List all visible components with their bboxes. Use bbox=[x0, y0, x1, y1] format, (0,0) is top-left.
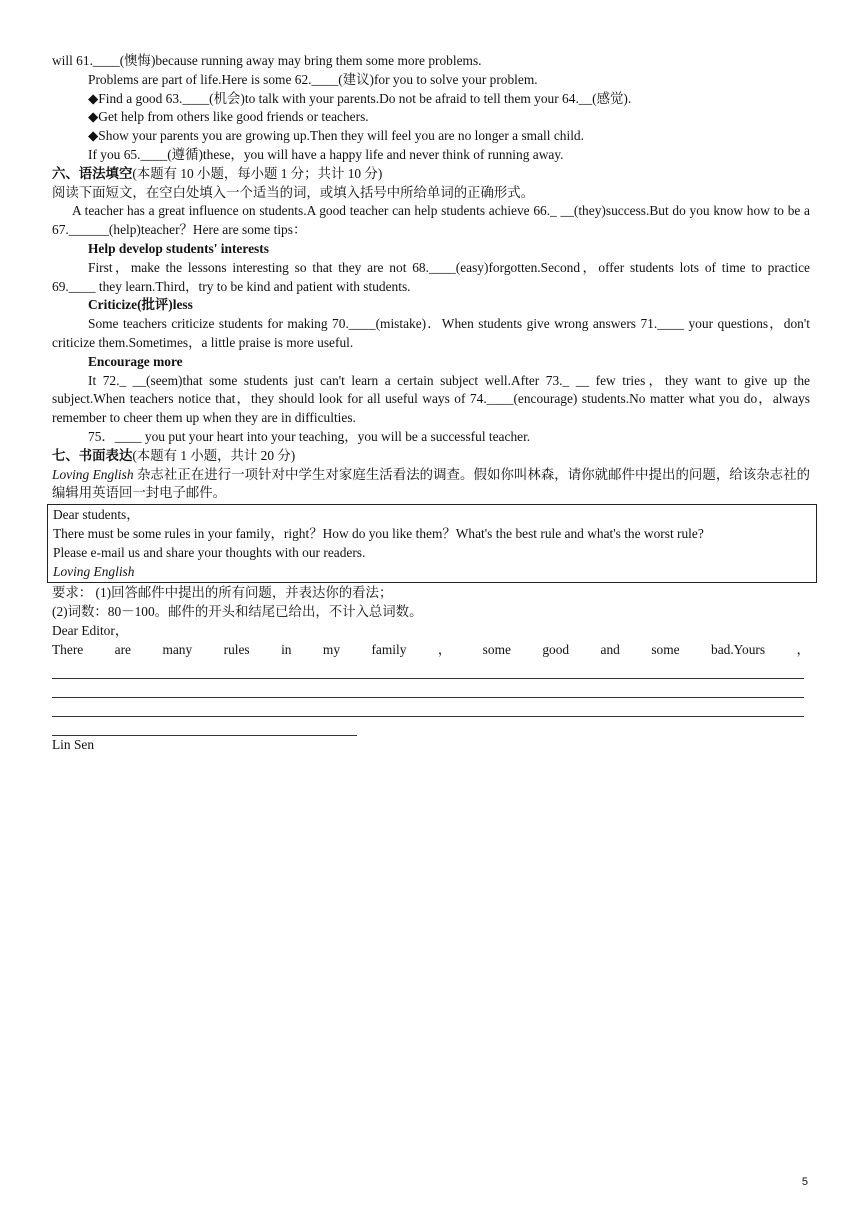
start-word: and bbox=[600, 641, 620, 657]
instruction-text: 杂志社正在进行一项针对中学生对家庭生活看法的调查。假如你叫林森，请你就邮件中提出的问题，给该杂志社的编辑用英语回一封电子邮件。 bbox=[52, 466, 810, 501]
start-word: ， bbox=[437, 641, 452, 657]
section7-header bbox=[52, 447, 810, 466]
start-word: my bbox=[322, 641, 341, 657]
section6-instruction: 阅读下面短文，在空白处填入一个适当的词，或填入括号中所给单词的正确形式。 bbox=[52, 184, 535, 200]
start-word: bad.Yours bbox=[711, 641, 766, 657]
requirement-line: (2)词数：80－100。邮件的开头和结尾已给出，不计入总词数。 bbox=[52, 604, 423, 620]
magazine-name: Loving English bbox=[52, 466, 134, 482]
email-line: Dear students， bbox=[53, 507, 140, 523]
writing-line[interactable] bbox=[52, 717, 357, 736]
section7-instruction bbox=[52, 466, 810, 504]
text-line: will 61.____(懊悔)because running away may bring them some more problems. bbox=[52, 53, 482, 68]
text-line: ◆Get help from others like good friends or teachers. bbox=[88, 109, 369, 125]
section7-title: 七、书面表达 bbox=[52, 447, 133, 463]
requirement-line: 要求： (1)回答邮件中提出的所有问题，并表达你的看法； bbox=[52, 585, 393, 601]
letter-greeting: Dear Editor， bbox=[52, 622, 129, 638]
email-box bbox=[47, 504, 817, 583]
section6-header bbox=[52, 165, 810, 184]
heading-part: Criticize(批评) bbox=[88, 297, 173, 313]
passage-heading: Help develop students' interests bbox=[88, 240, 269, 256]
start-word: rules bbox=[223, 641, 250, 657]
start-word: There bbox=[52, 641, 84, 657]
passage-heading: Encourage more bbox=[88, 353, 183, 369]
section6-title: 六、语法填空 bbox=[52, 165, 133, 181]
passage-paragraph: It 72._ __(seem)that some students just can't learn a certain subject well.After 73._ __ few tries，they want to give up the subject.When teachers notice that，they should look for all useful ways of 74.____(encourage) students.No matter what you do，always remember to cheer them up when they are in difficulties. bbox=[52, 372, 810, 426]
start-word: in bbox=[281, 641, 292, 657]
passage-paragraph: 75．____ you put your heart into your teaching，you will be a successful teacher. bbox=[88, 428, 531, 444]
writing-line[interactable] bbox=[52, 698, 804, 717]
page-number: 5 bbox=[801, 1176, 808, 1188]
writing-line[interactable] bbox=[52, 679, 804, 698]
letter-signature: Lin Sen bbox=[52, 736, 95, 752]
writing-line[interactable] bbox=[52, 660, 804, 679]
heading-part: less bbox=[172, 297, 193, 313]
text-line: Problems are part of life.Here is some 62.____(建议)for you to solve your problem. bbox=[88, 71, 538, 87]
start-word: are bbox=[114, 641, 132, 657]
start-word: many bbox=[162, 641, 193, 657]
passage-paragraph: A teacher has a great influence on students.A good teacher can help students achieve 66._ __(they)success.But do you know how to be a 67.______(help)teacher？Here are some tips： bbox=[52, 203, 810, 238]
section6-note: (本题有 10 小题，每小题 1 分；共计 10 分) bbox=[132, 165, 383, 181]
text-line: ◆Find a good 63.____(机会)to talk with your parents.Do not be afraid to tell them your 64.__(感觉). bbox=[88, 90, 632, 106]
passage-heading bbox=[52, 296, 810, 315]
text-line: ◆Show your parents you are growing up.Then they will feel you are no longer a small child. bbox=[88, 128, 584, 144]
start-word: some bbox=[651, 641, 680, 657]
start-word: ， bbox=[796, 641, 810, 657]
letter-start-line bbox=[52, 641, 810, 660]
start-word: some bbox=[482, 641, 511, 657]
passage-paragraph: First，make the lessons interesting so that they are not 68.____(easy)forgotten.Second，offer students lots of time to practice 69.____ they learn.Third，try to be kind and patient with students. bbox=[52, 259, 810, 294]
start-word: family bbox=[371, 641, 407, 657]
email-line: There must be some rules in your family，right？How do you like them？What's the best rule and what's the worst rule? bbox=[53, 525, 704, 541]
exam-page bbox=[52, 52, 810, 754]
email-signoff: Loving English bbox=[53, 563, 135, 579]
start-word: good bbox=[542, 641, 570, 657]
text-line: If you 65.____(遵循)these，you will have a happy life and never think of running away. bbox=[88, 146, 564, 162]
passage-paragraph: Some teachers criticize students for making 70.____(mistake)．When students give wrong answers 71.____ your questions，don't criticize them.Sometimes，a little praise is more useful. bbox=[52, 316, 810, 350]
email-line: Please e-mail us and share your thoughts with our readers. bbox=[53, 544, 366, 560]
section7-note: (本题有 1 小题，共计 20 分) bbox=[132, 447, 296, 463]
